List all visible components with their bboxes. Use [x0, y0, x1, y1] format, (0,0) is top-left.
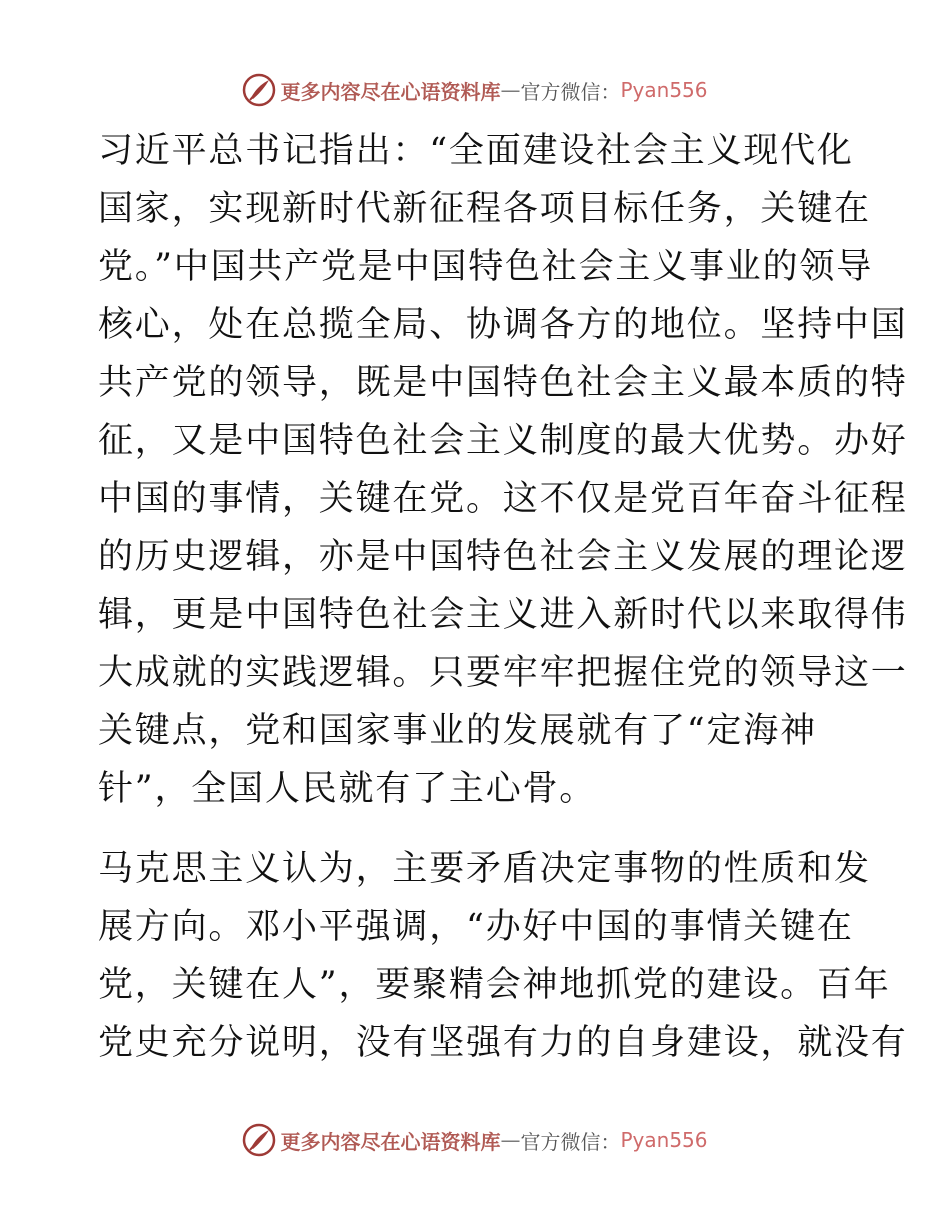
text-line: 针”，全国人民就有了主心骨。	[98, 769, 597, 809]
document-body	[98, 122, 908, 1072]
text-line: 的历史逻辑，亦是中国特色社会主义发展的理论逻	[98, 537, 908, 577]
feather-pen-logo-icon	[242, 1123, 276, 1157]
text-line: 中国的事情，关键在党。这不仅是党百年奋斗征程	[98, 479, 908, 519]
text-line: 习近平总书记指出：“全面建设社会主义现代化	[98, 131, 854, 171]
footer-banner	[0, 1120, 950, 1160]
header-banner	[0, 70, 950, 110]
feather-pen-logo-icon	[242, 73, 276, 107]
text-line: 党，关键在人”，要聚精会神地抓党的建设。百年	[98, 965, 891, 1005]
banner-wechat-id: Pyan556	[620, 1128, 708, 1152]
text-line: 马克思主义认为，主要矛盾决定事物的性质和发	[98, 849, 871, 889]
banner-wechat-id: Pyan556	[620, 78, 708, 102]
banner-dash: —	[500, 1128, 521, 1152]
text-line: 党史充分说明，没有坚强有力的自身建设，就没有	[98, 1023, 908, 1063]
banner-wechat-label: 官方微信：	[520, 79, 621, 104]
paragraph-1	[98, 122, 908, 818]
text-line: 展方向。邓小平强调，“办好中国的事情关键在	[98, 907, 854, 947]
text-line: 关键点，党和国家事业的发展就有了“定海神	[98, 711, 817, 751]
text-line: 征，又是中国特色社会主义制度的最大优势。办好	[98, 421, 908, 461]
text-line: 大成就的实践逻辑。只要牢牢把握住党的领导这一	[98, 653, 908, 693]
banner-wechat-label: 官方微信：	[520, 1129, 621, 1154]
text-line: 共产党的领导，既是中国特色社会主义最本质的特	[98, 363, 908, 403]
banner-slogan: 更多内容尽在心语资料库	[280, 1129, 501, 1154]
paragraph-2	[98, 840, 908, 1072]
text-line: 核心，处在总揽全局、协调各方的地位。坚持中国	[98, 305, 908, 345]
text-line: 党。”中国共产党是中国特色社会主义事业的领导	[98, 247, 873, 287]
banner-slogan: 更多内容尽在心语资料库	[280, 79, 501, 104]
text-line: 国家，实现新时代新征程各项目标任务，关键在	[98, 189, 871, 229]
banner-dash: —	[500, 78, 521, 102]
text-line: 辑，更是中国特色社会主义进入新时代以来取得伟	[98, 595, 908, 635]
